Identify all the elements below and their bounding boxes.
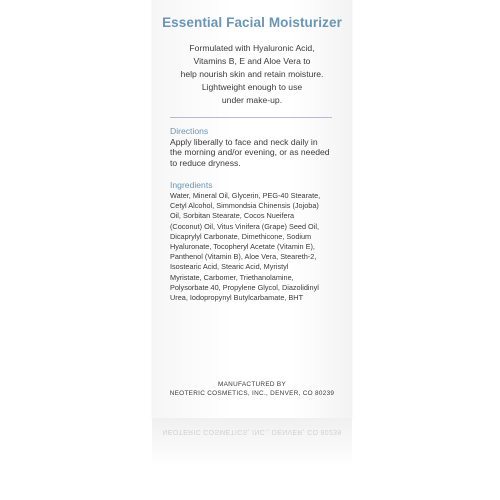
ingredients-line: Myristate, Carbomer, Triethanolamine, [170,272,294,282]
ingredients-line: Hyaluronate, Tocopheryl Acetate (Vitamin E), [170,242,315,252]
manufacturer-line-1: MANUFACTURED BY [217,381,287,388]
intro-line: Vitamins B, E and Aloe Vera to [193,56,311,66]
directions-text [170,137,340,168]
ingredients-line: Polysorbate 40, Propylene Glycol, Diazolidinyl [170,282,319,292]
panel-reflection [152,418,352,478]
ingredients-list [170,191,340,303]
directions-line: Apply liberally to face and neck daily in [170,137,318,147]
ingredients-line: Oil, Sorbitan Stearate, Cocos Nueifera [170,211,295,221]
product-title: Essential Facial Moisturizer [162,15,342,30]
intro-line: Lightweight enough to use [201,82,303,92]
ingredients-line: Isostearic Acid, Stearic Acid, Myristyl [170,262,289,272]
ingredients-heading: Ingredients [170,180,213,190]
directions-line: the morning and/or evening, or as needed [170,147,330,158]
ingredients-line: Dicaprylyl Carbonate, Dimethicone, Sodium [170,231,312,241]
ingredients-line: Water, Mineral Oil, Glycerin, PEG-40 Stearate, [170,191,321,200]
manufacturer-info [152,380,352,398]
ingredients-line: (Coconut) Oil, Vitus Vinifera (Grape) Seed Oil, [170,221,319,231]
product-intro [152,42,352,107]
directions-line: to reduce dryness. [170,157,241,168]
intro-line: help nourish skin and retain moisture. [180,69,324,79]
ingredients-line: Cetyl Alcohol, Simmondsia Chinensis (Jojoba) [170,201,319,211]
intro-line: Formulated with Hyaluronic Acid, [189,43,315,53]
section-divider [170,117,332,118]
intro-line: under make-up. [221,95,283,105]
manufacturer-line-2: NEOTERIC COSMETICS, INC., DENVER, CO 80239 [169,390,335,397]
ingredients-line: Urea, Iodopropynyl Butylcarbamate, BHT [170,293,304,303]
ingredients-line: Panthenol (Vitamin B), Aloe Vera, Steareth-2, [170,252,317,262]
directions-heading: Directions [170,126,209,136]
reflected-manufacturer-text: NEOTERIC COSMETICS, INC., DENVER, CO 80239 [162,428,342,435]
product-label-panel [152,0,352,418]
